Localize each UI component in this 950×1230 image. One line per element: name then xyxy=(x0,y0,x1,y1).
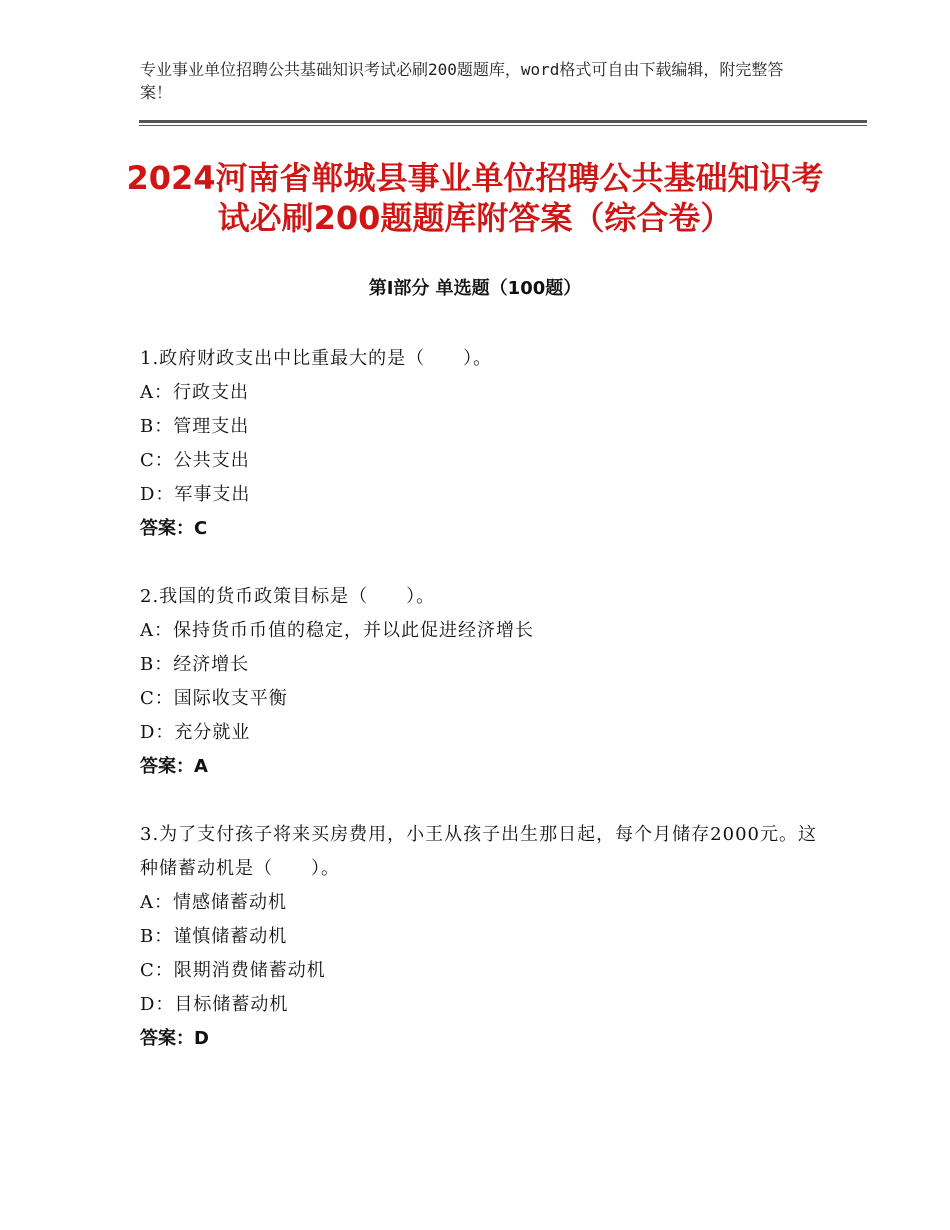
question-1 xyxy=(140,342,820,546)
question-stem: 2.我国的货币政策目标是（ ）。 xyxy=(140,586,436,607)
header-rule-thin xyxy=(139,125,867,126)
header-rule-thick xyxy=(139,120,867,123)
question-list xyxy=(140,342,820,1090)
option-c: C：国际收支平衡 xyxy=(140,688,288,709)
option-b: B：管理支出 xyxy=(140,416,250,437)
question-2 xyxy=(140,580,820,784)
option-b: B：谨慎储蓄动机 xyxy=(140,926,288,947)
answer-label: 答案：A xyxy=(140,756,208,777)
question-3 xyxy=(140,818,820,1056)
option-a: A：情感储蓄动机 xyxy=(140,892,287,913)
question-stem: 1.政府财政支出中比重最大的是（ ）。 xyxy=(140,348,493,369)
option-b: B：经济增长 xyxy=(140,654,250,675)
question-stem: 3.为了支付孩子将来买房费用，小王从孩子出生那日起，每个月储存2000元。这种储蓄动机是（ ）。 xyxy=(140,824,817,879)
option-c: C：公共支出 xyxy=(140,450,250,471)
answer-label: 答案：C xyxy=(140,518,208,539)
option-d: D：军事支出 xyxy=(140,484,251,505)
option-c: C：限期消费储蓄动机 xyxy=(140,960,326,981)
document-title: 2024河南省郸城县事业单位招聘公共基础知识考试必刷200题题库附答案（综合卷） xyxy=(126,159,824,237)
option-d: D：充分就业 xyxy=(140,722,251,743)
answer-label: 答案：D xyxy=(140,1028,209,1049)
header-note: 专业事业单位招聘公共基础知识考试必刷200题题库，word格式可自由下载编辑，附完整答案！ xyxy=(140,60,784,102)
option-d: D：目标储蓄动机 xyxy=(140,994,289,1015)
option-a: A：行政支出 xyxy=(140,382,249,403)
section-title: 第Ⅰ部分 单选题（100题） xyxy=(368,278,582,299)
option-a: A：保持货币币值的稳定，并以此促进经济增长 xyxy=(140,620,534,641)
